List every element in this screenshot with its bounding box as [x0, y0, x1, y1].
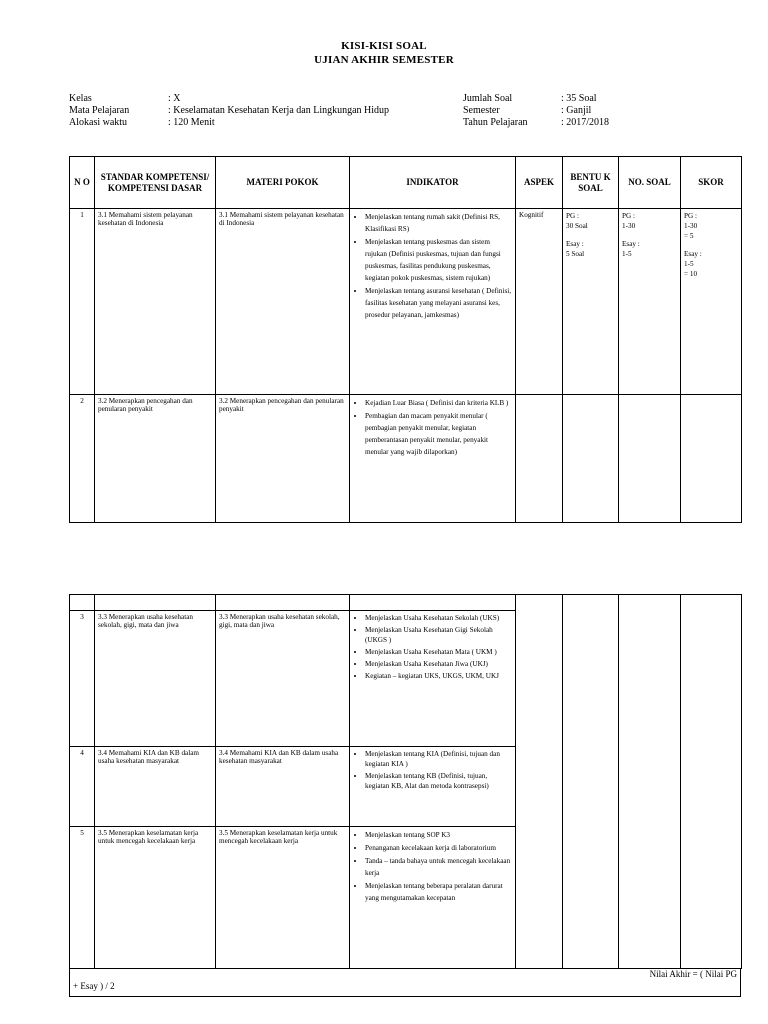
- no-soal-line: 1-30: [622, 222, 636, 230]
- table-row: [70, 395, 742, 523]
- kisi-kisi-table: [69, 156, 742, 523]
- indikator-item: • Menjelaskan Usaha Kesehatan Jiwa (UKJ): [365, 659, 512, 669]
- merged-bentuk: [563, 595, 619, 969]
- kisi-kisi-table-continued: [69, 594, 742, 969]
- header-no-soal: NO. SOAL: [619, 157, 681, 209]
- info-value-mapel: : Keselamatan Kesehatan Kerja dan Lingkungan Hidup: [168, 105, 390, 116]
- document-title: KISI-KISI SOAL: [341, 40, 427, 52]
- header-bentuk: BENTU K SOAL: [563, 157, 619, 209]
- skor-line: = 10: [684, 270, 698, 278]
- bentuk-line: 30 Soal: [566, 222, 588, 230]
- indikator-item: • Kejadian Luar Biasa ( Definisi dan kriteria KLB ): [365, 397, 512, 409]
- merged-aspek: [516, 595, 563, 969]
- merged-skor: [681, 595, 742, 969]
- bentuk-line: Esay :: [566, 240, 584, 248]
- indikator-item: • Menjelaskan tentang rumah sakit (Definisi RS, Klasifikasi RS): [365, 211, 512, 235]
- info-label-alokasi: Alokasi waktu: [69, 117, 128, 128]
- header-materi: MATERI POKOK: [216, 157, 350, 209]
- info-label-mapel: Mata Pelajaran: [69, 105, 130, 116]
- header-indikator: INDIKATOR: [350, 157, 516, 209]
- nilai-akhir-text: Nilai Akhir = ( Nilai PG: [649, 969, 737, 979]
- row-no: 5: [70, 827, 95, 969]
- info-value-alokasi: : 120 Menit: [168, 117, 215, 128]
- skor-line: 1-5: [684, 260, 694, 268]
- row-indikator: [350, 747, 516, 827]
- indikator-item: • Kegiatan – kegiatan UKS, UKGS, UKM, UKJ: [365, 671, 512, 681]
- no-soal-line: PG :: [622, 212, 635, 220]
- row-no: 4: [70, 747, 95, 827]
- row-no: 3: [70, 611, 95, 747]
- row-no-soal: [619, 395, 681, 523]
- row-standar: 3.1 Memahami sistem pelayanan kesehatan di Indonesia: [95, 209, 216, 395]
- indikator-item: • Menjelaskan tentang SOP K3: [365, 829, 512, 841]
- header-aspek: ASPEK: [516, 157, 563, 209]
- info-left: [69, 93, 389, 129]
- info-label-tahun: Tahun Pelajaran: [463, 117, 528, 128]
- indikator-item: • Menjelaskan tentang beberapa peralatan darurat yang mengutamakan kecepatan: [365, 880, 512, 904]
- row-skor: [681, 395, 742, 523]
- info-value-tahun: : 2017/2018: [561, 117, 610, 128]
- skor-line: = 5: [684, 232, 694, 240]
- header-skor: SKOR: [681, 157, 742, 209]
- bentuk-line: PG :: [566, 212, 579, 220]
- indikator-item: • Menjelaskan Usaha Kesehatan Gigi Sekolah (UKGS ): [365, 625, 512, 645]
- header-no: N O: [70, 157, 95, 209]
- info-value-kelas: : X: [168, 93, 181, 104]
- row-indikator: [350, 395, 516, 523]
- bentuk-line: 5 Soal: [566, 250, 585, 258]
- indikator-item: • Tanda – tanda bahaya untuk mencegah kecelakaan kerja: [365, 855, 512, 879]
- row-aspek: Kognitif: [516, 209, 563, 395]
- skor-line: Esay :: [684, 250, 702, 258]
- info-value-semester: : Ganjil: [561, 105, 592, 116]
- info-value-jumlah: : 35 Soal: [561, 93, 597, 104]
- row-materi: 3.2 Menerapkan pencegahan dan penularan penyakit: [216, 395, 350, 523]
- row-standar: 3.4 Memahami KIA dan KB dalam usaha kesehatan masyarakat: [95, 747, 216, 827]
- row-no: 1: [70, 209, 95, 395]
- no-soal-line: Esay :: [622, 240, 640, 248]
- indikator-item: • Menjelaskan tentang asuransi kesehatan ( Definisi, fasilitas kesehatan yang melayani asuransi kes, prosedur pelayanan, jamkesmas): [365, 285, 512, 321]
- info-label-jumlah: Jumlah Soal: [463, 93, 513, 104]
- table-header-row: [70, 157, 742, 209]
- row-standar: 3.5 Menerapkan keselamatan kerja untuk mencegah kecelakaan kerja: [95, 827, 216, 969]
- indikator-item: • Menjelaskan tentang KB (Definisi, tujuan, kegiatan KB, Alat dan metoda kontrasepsi): [365, 771, 512, 791]
- document-subtitle: UJIAN AKHIR SEMESTER: [314, 54, 454, 66]
- nilai-akhir-continued: + Esay ) / 2: [73, 981, 115, 991]
- row-bentuk: [563, 395, 619, 523]
- skor-line: 1-30: [684, 222, 698, 230]
- nilai-akhir-row: [69, 968, 741, 997]
- table-row-blank: [70, 595, 742, 611]
- merged-no-soal: [619, 595, 681, 969]
- indikator-item: • Menjelaskan Usaha Kesehatan Mata ( UKM ): [365, 647, 512, 657]
- row-no: 2: [70, 395, 95, 523]
- nilai-akhir-cell: [70, 969, 741, 997]
- row-skor: [681, 209, 742, 395]
- skor-line: PG :: [684, 212, 697, 220]
- indikator-item: • Penanganan kecelakaan kerja di laboratorium: [365, 842, 512, 854]
- row-no-soal: [619, 209, 681, 395]
- table-row: [70, 209, 742, 395]
- indikator-item: • Pembagian dan macam penyakit menular ( pembagian penyakit menular, kegiatan pemberantasan penyakit menular, penyakit menular yang wajib dilaporkan): [365, 410, 512, 458]
- row-materi: 3.1 Memahami sistem pelayanan kesehatan di Indonesia: [216, 209, 350, 395]
- info-label-kelas: Kelas: [69, 93, 92, 104]
- row-standar: 3.3 Menerapkan usaha kesehatan sekolah, gigi, mata dan jiwa: [95, 611, 216, 747]
- indikator-item: • Menjelaskan Usaha Kesehatan Sekolah (UKS): [365, 613, 512, 623]
- row-bentuk: [563, 209, 619, 395]
- row-aspek: [516, 395, 563, 523]
- no-soal-line: 1-5: [622, 250, 632, 258]
- row-indikator: [350, 209, 516, 395]
- row-materi: 3.5 Menerapkan keselamatan kerja untuk mencegah kecelakaan kerja: [216, 827, 350, 969]
- row-materi: 3.4 Memahami KIA dan KB dalam usaha kesehatan masyarakat: [216, 747, 350, 827]
- info-label-semester: Semester: [463, 105, 500, 116]
- row-standar: 3.2 Menerapkan pencegahan dan penularan penyakit: [95, 395, 216, 523]
- row-indikator: [350, 611, 516, 747]
- info-right: [463, 93, 609, 129]
- header-standar: STANDAR KOMPETENSI/ KOMPETENSI DASAR: [95, 157, 216, 209]
- indikator-item: • Menjelaskan tentang KIA (Definisi, tujuan dan kegiatan KIA ): [365, 749, 512, 769]
- row-indikator: [350, 827, 516, 969]
- row-materi: 3.3 Menerapkan usaha kesehatan sekolah, gigi, mata dan jiwa: [216, 611, 350, 747]
- indikator-item: • Menjelaskan tentang puskesmas dan sistem rujukan (Definisi puskesmas, tujuan dan fungsi puskesmas, fasilitas pendukung puskesmas, kegiatan pokok puskesmas, sistem rujukan): [365, 236, 512, 284]
